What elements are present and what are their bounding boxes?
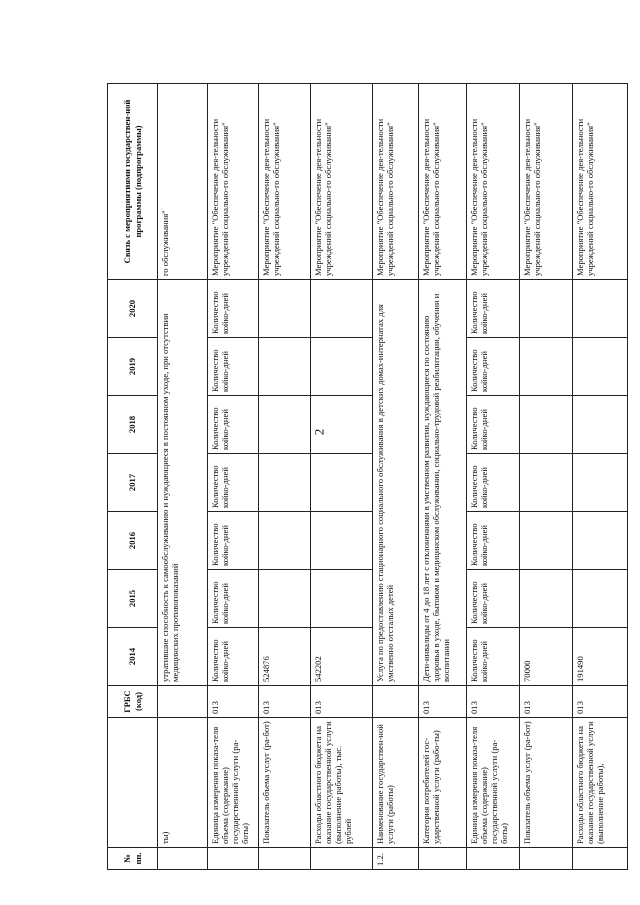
table-row — [520, 84, 573, 870]
table-row — [259, 84, 311, 870]
cell-2020: Количество койко-дней — [208, 280, 259, 338]
cell-2014: 70000 — [520, 628, 573, 686]
row-num — [419, 848, 467, 870]
program-table — [107, 84, 606, 870]
header-year-2017: 2017 — [108, 454, 158, 512]
cell-2018 — [311, 396, 373, 454]
row-name: Единица измерения показа-теля объема (содержание) государственной услуги (ра-боты) — [208, 718, 259, 848]
row-name: Единица измерения показа-теля объема (содержание) государственной услуги (ра-боты) — [467, 718, 520, 848]
row-span-text: утратившие способность к самообслуживанию и нуждающиеся в постоянном уходе, при отсутствии медицинских противопоказаний — [158, 280, 208, 686]
cell-2018: Количество койко-дней — [467, 396, 520, 454]
row-link: Мероприятие "Обеспечение дея-тельности учреждений социально-го обслуживания" — [573, 84, 628, 280]
cell-2017: Количество койко-дней — [208, 454, 259, 512]
cell-2014: 191490 — [573, 628, 628, 686]
row-num: 1.2. — [373, 848, 419, 870]
table-row — [311, 84, 373, 870]
table-row — [467, 84, 520, 870]
row-name: Расходы областного бюджета на оказание государственной услуги (выполнение работы), — [573, 718, 628, 848]
cell-2017 — [573, 454, 628, 512]
cell-2017 — [311, 454, 373, 512]
row-num — [467, 848, 520, 870]
row-num — [311, 848, 373, 870]
cell-2015 — [311, 570, 373, 628]
row-name: Расходы областного бюджета на оказание государственной услуги (выполнение работы), тыс. рублей — [311, 718, 373, 848]
cell-2014: 542202 — [311, 628, 373, 686]
cell-2017: Количество койко-дней — [467, 454, 520, 512]
header-grbs: ГРБС (код) — [108, 686, 158, 718]
cell-2019: Количество койко-дней — [208, 338, 259, 396]
cell-2014: 524876 — [259, 628, 311, 686]
services-table — [107, 83, 628, 870]
row-grbs — [373, 686, 419, 718]
row-num — [158, 848, 208, 870]
cell-2018: Количество койко-дней — [208, 396, 259, 454]
row-link: Мероприятие "Обеспечение дея-тельности учреждений социально-го обслуживания" — [467, 84, 520, 280]
row-num — [259, 848, 311, 870]
table-row — [208, 84, 259, 870]
header-year-2019: 2019 — [108, 338, 158, 396]
cell-2018 — [259, 396, 311, 454]
table-row — [158, 84, 208, 870]
cell-2020 — [311, 280, 373, 338]
header-year-2015: 2015 — [108, 570, 158, 628]
cell-2015 — [259, 570, 311, 628]
row-link: Мероприятие "Обеспечение дея-тельности учреждений социально-го обслуживания" — [259, 84, 311, 280]
row-link: го обслуживания" — [158, 84, 208, 280]
cell-2019 — [311, 338, 373, 396]
row-grbs: 013 — [467, 686, 520, 718]
row-num — [208, 848, 259, 870]
row-grbs: 013 — [259, 686, 311, 718]
row-name: ты) — [158, 718, 208, 848]
row-name: Наименование государствен-ной услуги (работы) — [373, 718, 419, 848]
row-num — [520, 848, 573, 870]
header-year-2014: 2014 — [108, 628, 158, 686]
page-number: 2 — [311, 428, 327, 436]
cell-2015 — [520, 570, 573, 628]
row-link: Мероприятие "Обеспечение дея-тельности учреждений социально-го обслуживания" — [520, 84, 573, 280]
cell-2015 — [573, 570, 628, 628]
cell-2017 — [520, 454, 573, 512]
row-link: Мероприятие "Обеспечение дея-тельности учреждений социально-го обслуживания" — [311, 84, 373, 280]
cell-2020 — [573, 280, 628, 338]
cell-2016: Количество койко-дней — [467, 512, 520, 570]
row-grbs: 013 — [520, 686, 573, 718]
table-row — [573, 84, 628, 870]
cell-2020 — [259, 280, 311, 338]
row-link: Мероприятие "Обеспечение дея-тельности учреждений социально-го обслуживания" — [419, 84, 467, 280]
cell-2014: Количество койко-дней — [208, 628, 259, 686]
cell-2019: Количество койко-дней — [467, 338, 520, 396]
row-grbs: 013 — [208, 686, 259, 718]
cell-2016 — [311, 512, 373, 570]
cell-2019 — [573, 338, 628, 396]
header-num: № пп. — [108, 848, 158, 870]
cell-2018 — [573, 396, 628, 454]
row-grbs: 013 — [419, 686, 467, 718]
cell-2018 — [520, 396, 573, 454]
cell-2017 — [259, 454, 311, 512]
cell-2020 — [520, 280, 573, 338]
cell-2015: Количество койко-дней — [467, 570, 520, 628]
cell-2016 — [520, 512, 573, 570]
row-name: Категория потребителей гос-ударственной услуги (рабо-ты) — [419, 718, 467, 848]
cell-2016: Количество койко-дней — [208, 512, 259, 570]
header-year-2018: 2018 — [108, 396, 158, 454]
row-grbs: 013 — [311, 686, 373, 718]
cell-2019 — [259, 338, 311, 396]
row-name: Показатель объема услуг (ра-бот) — [520, 718, 573, 848]
cell-2016 — [573, 512, 628, 570]
row-name: Показатель объема услуг (ра-бот) — [259, 718, 311, 848]
row-grbs: 013 — [573, 686, 628, 718]
header-year-2016: 2016 — [108, 512, 158, 570]
row-link: Мероприятие "Обеспечение дея-тельности учреждений социально-го обслуживания" — [373, 84, 419, 280]
header-year-2020: 2020 — [108, 280, 158, 338]
row-span-text: Услуга по предоставлению стационарного социального обслуживания в детских домах-интернатах для умственно отсталых детей — [373, 280, 419, 686]
row-num — [573, 848, 628, 870]
cell-2020: Количество койко-дней — [467, 280, 520, 338]
cell-2014: Количество койко-дней — [467, 628, 520, 686]
header-name — [108, 718, 158, 848]
row-span-text: Дети-инвалиды от 4 до 18 лет с отклонениями в умственном развитии, нуждающиеся по состоянию здоровья в уходе, бытовом и медицинском обслуживании, социально-трудовой реабилитации, обучении и воспитании — [419, 280, 467, 686]
cell-2019 — [520, 338, 573, 396]
table-row — [419, 84, 467, 870]
header-link: Связь с мероприятиями государствен-ной программы (подпрограммы) — [108, 84, 158, 280]
header-row — [108, 84, 158, 870]
cell-2016 — [259, 512, 311, 570]
row-link: Мероприятие "Обеспечение дея-тельности учреждений социально-го обслуживания" — [208, 84, 259, 280]
table-row — [373, 84, 419, 870]
row-grbs — [158, 686, 208, 718]
cell-2015: Количество койко-дней — [208, 570, 259, 628]
